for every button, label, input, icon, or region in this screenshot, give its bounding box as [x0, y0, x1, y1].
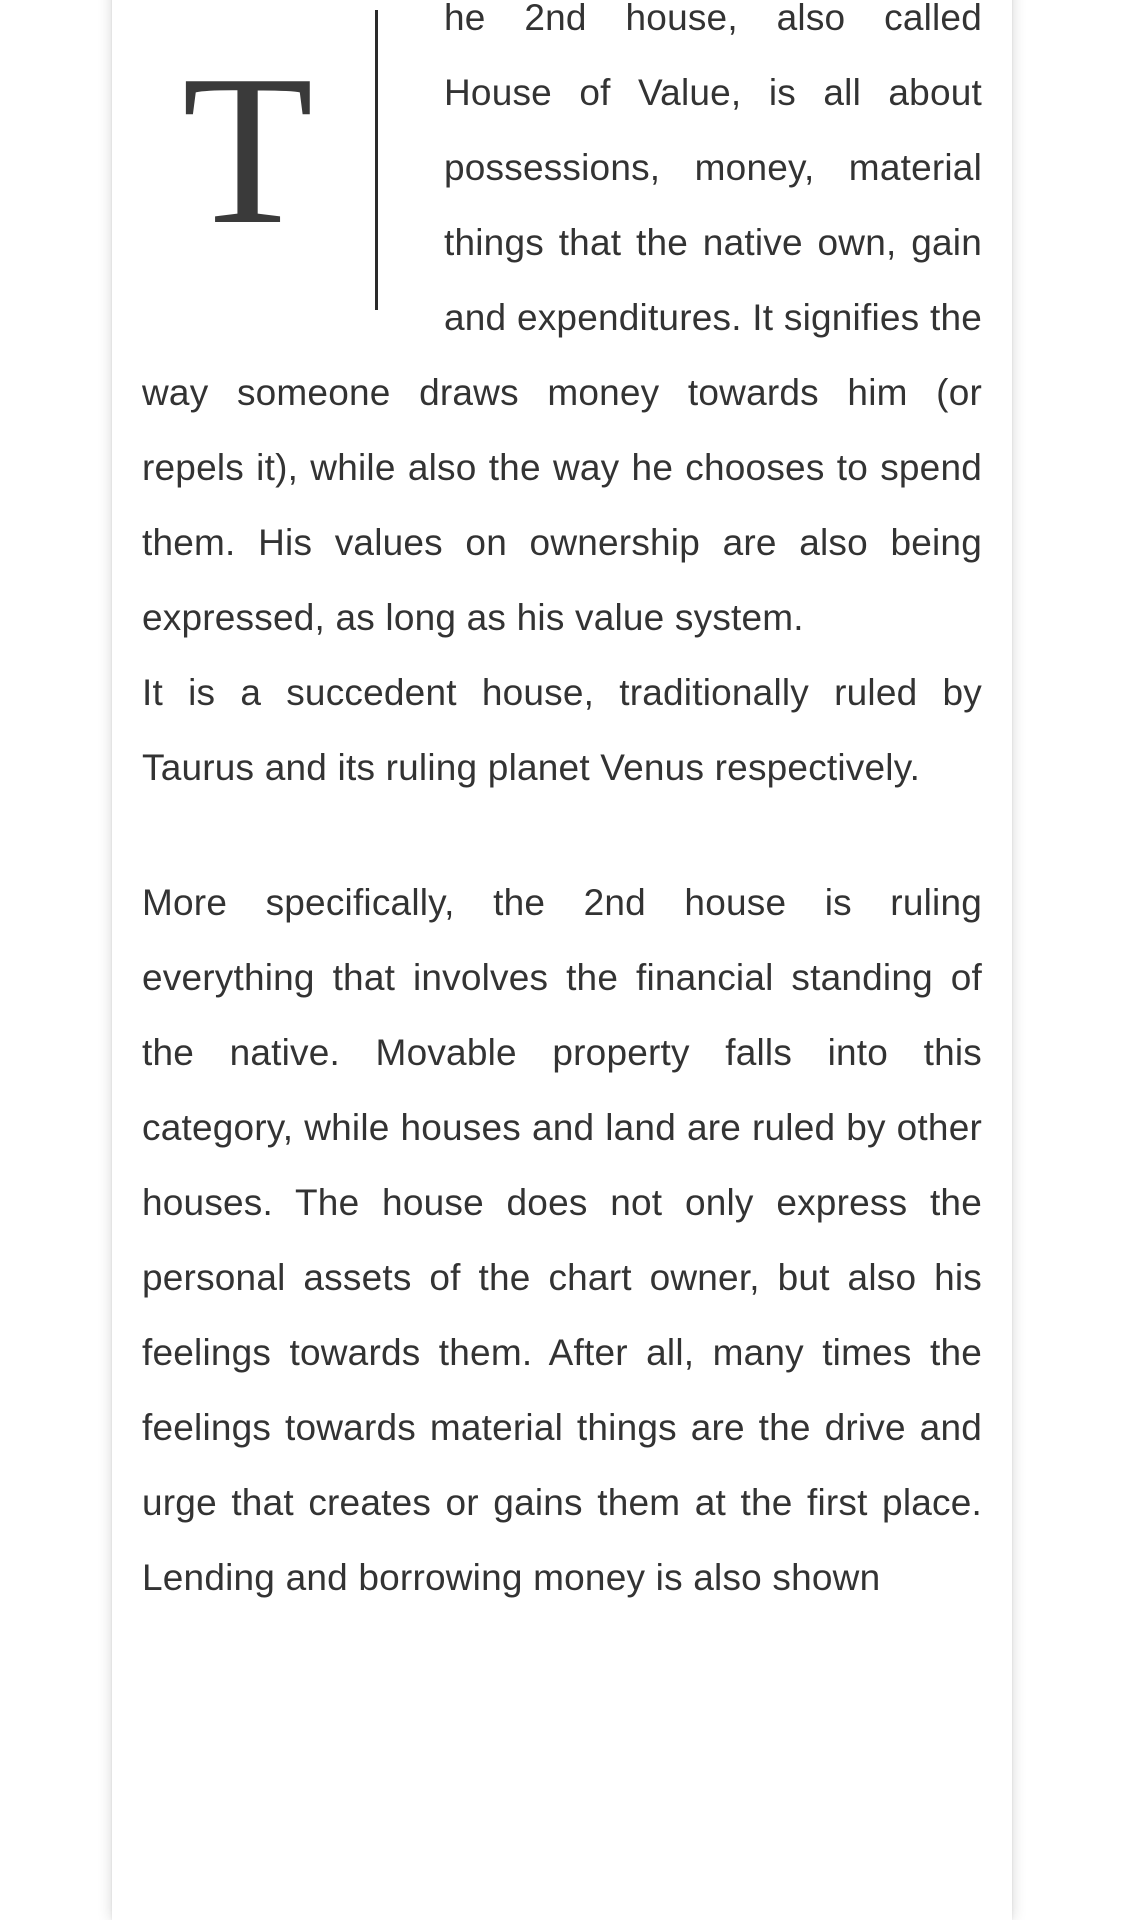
paragraph-intro: [142, 0, 982, 655]
paragraph-intro-text: he 2nd house, also called House of Value, is all about possessions, money, material things that the native own, gain and expenditures. It signifies the way someone draws money towards him (or repels it), while also the way he chooses to spend them. His values on ownership are also being expressed, as long as his value system.: [142, 0, 982, 638]
dropcap-divider: [375, 10, 378, 310]
dropcap-block: [142, 0, 444, 315]
article-body: [142, 0, 982, 1615]
dropcap-letter: T: [182, 30, 314, 269]
paragraph-specifics: More specifically, the 2nd house is ruling everything that involves the financial standing of the native. Movable property falls into this category, while houses and land are ruled by other houses. The house does not only express the personal assets of the chart owner, but also his feelings towards them. After all, many times the feelings towards material things are the drive and urge that creates or gains them at the first place. Lending and borrowing money is also shown: [142, 882, 982, 1598]
paragraph-spacer: [142, 805, 982, 865]
paragraph-succedent: It is a succedent house, traditionally ruled by Taurus and its ruling planet Venus respectively.: [142, 672, 982, 788]
